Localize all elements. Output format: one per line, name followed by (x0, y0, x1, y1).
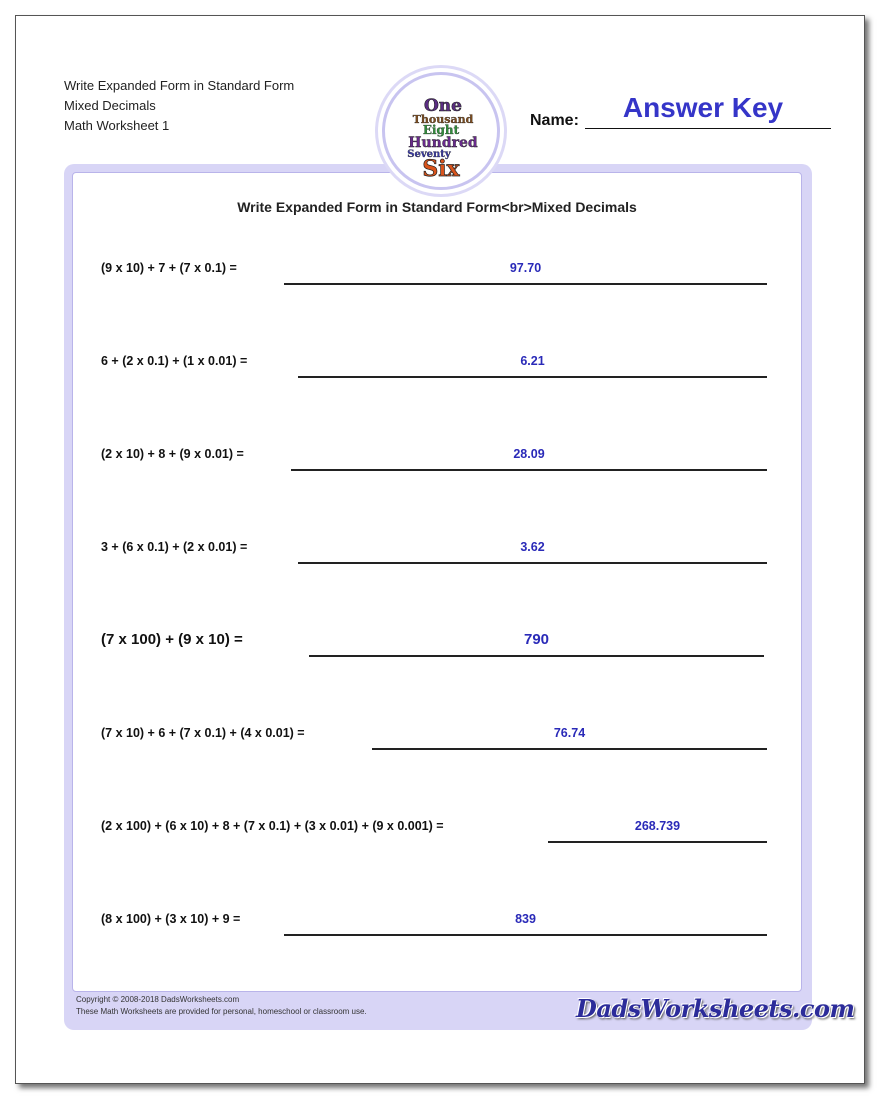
name-label: Name: (530, 112, 579, 129)
brand-logo: DadsWorksheets.com (576, 994, 855, 1023)
problem-3 (73, 447, 801, 487)
problem-8 (73, 912, 801, 952)
answer-value: 6.21 (520, 354, 545, 368)
answer-value: 839 (515, 912, 536, 926)
problem-2 (73, 354, 801, 394)
name-underline (585, 128, 831, 129)
header-line-number: Math Worksheet 1 (64, 118, 170, 133)
answer-value: 790 (523, 631, 550, 648)
worksheet-header (64, 76, 294, 136)
problem-1 (73, 261, 801, 301)
answer-line (309, 655, 764, 657)
header-line-title: Write Expanded Form in Standard Form (64, 78, 295, 93)
logo-word-hundred: Hundred (408, 135, 478, 151)
answer-line (548, 841, 767, 843)
answer-value: 268.739 (634, 819, 681, 833)
answer-line (372, 748, 767, 750)
answer-line (284, 934, 767, 936)
problem-expression: 3 + (6 x 0.1) + (2 x 0.01) = (101, 540, 248, 554)
copyright-text: Copyright © 2008-2018 DadsWorksheets.com (76, 995, 240, 1004)
logo-word-seventy: Seventy (407, 149, 451, 160)
problem-expression: (2 x 10) + 8 + (9 x 0.01) = (101, 447, 244, 461)
worksheet-title: Write Expanded Form in Standard Form<br>Mixed Decimals (237, 199, 637, 215)
problem-expression: 6 + (2 x 0.1) + (1 x 0.01) = (101, 354, 248, 368)
footer-text (76, 994, 367, 1018)
problem-6 (73, 726, 801, 766)
answer-key-text: Answer Key (622, 92, 784, 123)
answer-line (298, 562, 767, 564)
logo-graphic (385, 75, 497, 187)
logo-word-six: Six (422, 156, 460, 182)
usage-notice: These Math Worksheets are provided for personal, homeschool or classroom use. (76, 1007, 367, 1016)
problem-expression: (7 x 10) + 6 + (7 x 0.1) + (4 x 0.01) = (101, 726, 305, 740)
answer-value: 28.09 (513, 447, 545, 461)
header-line-subtitle: Mixed Decimals (64, 98, 156, 113)
worksheet-frame (64, 164, 855, 1030)
answer-line (284, 283, 767, 285)
problem-expression: (2 x 100) + (6 x 10) + 8 + (7 x 0.1) + (3 x 0.01) + (9 x 0.001) = (101, 819, 444, 833)
logo-word-thousand: Thousand (412, 113, 474, 126)
problem-expression: (8 x 100) + (3 x 10) + 9 = (101, 912, 241, 926)
problem-4 (73, 540, 801, 580)
logo-word-eight: Eight (422, 123, 460, 137)
logo-word-one: One (424, 96, 462, 116)
worksheet-page (15, 15, 865, 1084)
answer-value: 3.62 (520, 540, 545, 554)
answer-value: 97.70 (509, 261, 542, 275)
answer-line (298, 376, 767, 378)
problem-7 (73, 819, 801, 859)
problem-expression: (9 x 10) + 7 + (7 x 0.1) = (101, 261, 237, 275)
problem-expression: (7 x 100) + (9 x 10) = (101, 631, 243, 648)
answer-line (291, 469, 767, 471)
answer-value: 76.74 (553, 726, 586, 740)
problem-5 (73, 631, 801, 671)
number-words-logo (382, 72, 500, 190)
problem-area (72, 172, 802, 992)
